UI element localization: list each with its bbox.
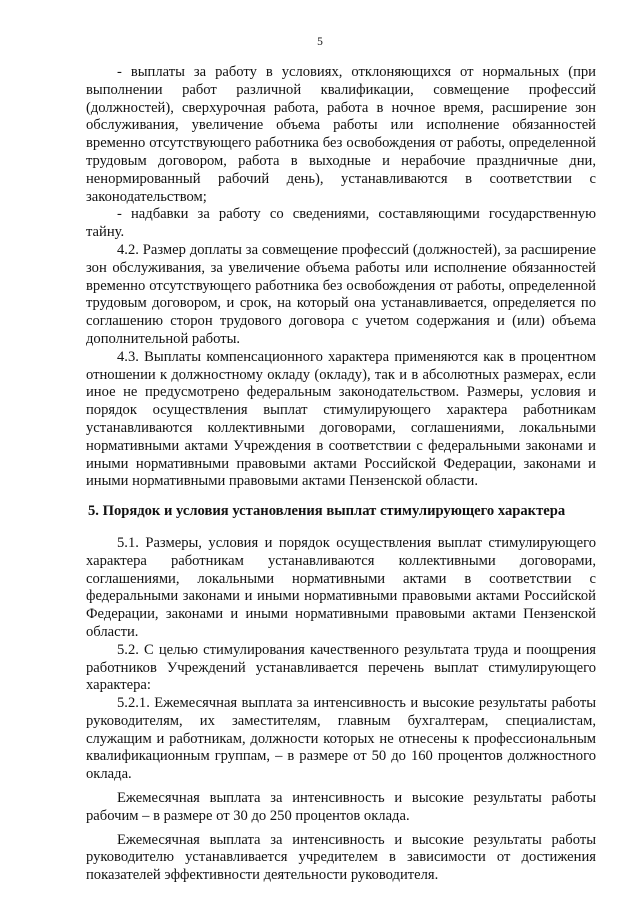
paragraph-state-secret-bonus: - надбавки за работу со сведениями, составляющими государственную тайну. xyxy=(86,206,596,241)
paragraph-4-3: 4.3. Выплаты компенсационного характера применяются как в процентном отношении к должностному окладу (окладу), так и в абсолютных размерах, если иное не предусмотрено федеральным законодательством. Размеры, условия и порядок осуществления выплат стимулирующего характера работникам устанавливаются коллективными договорами, соглашениями, локальными нормативными актами Учреждения в соответствии с федеральными законами и иными нормативными правовыми актами Российской Федерации, законами и иными нормативными правовыми актами Пензенской области. xyxy=(86,348,596,490)
paragraph-workers-payment: Ежемесячная выплата за интенсивность и высокие результаты работы рабочим – в размере от 30 до 250 процентов оклада. xyxy=(86,790,596,824)
paragraph-5-2: 5.2. С целью стимулирования качественного результата труда и поощрения работников Учреждений устанавливается перечень выплат стимулирующего характера: xyxy=(86,641,596,694)
paragraph-5-1: 5.1. Размеры, условия и порядок осуществления выплат стимулирующего характера работникам устанавливаются коллективными договорами, соглашениями, локальными нормативными актами в соответствии с федеральными законами и иными нормативными правовыми актами Российской Федерации, законами и иными нормативными правовыми актами Пензенской области. xyxy=(86,534,596,640)
section-heading: 5. Порядок и условия установления выплат стимулирующего характера xyxy=(88,503,566,520)
paragraph-director-payment: Ежемесячная выплата за интенсивность и высокие результаты работы руководителю устанавливается учредителем в зависимости от достижения показателей эффективности деятельности руководителя. xyxy=(86,831,596,884)
page-number: 5 xyxy=(317,36,323,48)
paragraph-5-2-1: 5.2.1. Ежемесячная выплата за интенсивность и высокие результаты работы руководителям, их заместителям, главным бухгалтерам, специалистам, служащим и работникам, должности которых не отнесены к профессиональным квалификационным группам, – в размере от 50 до 160 процентов должностного оклада. xyxy=(86,695,596,783)
document-body xyxy=(86,64,596,885)
paragraph-4-2: 4.2. Размер доплаты за совмещение профессий (должностей), за расширение зон обслуживания, за увеличение объема работы или исполнение обязанностей временно отсутствующего работника без освобождения от работы, определенной трудовым договором, и срок, на который она устанавливается, определяется по соглашению сторон трудового договора с учетом содержания и (или) объема дополнительной работы. xyxy=(86,241,596,347)
paragraph-compensation-conditions: - выплаты за работу в условиях, отклоняющихся от нормальных (при выполнении работ различной квалификации, совмещение профессий (должностей), сверхурочная работа, работа в ночное время, расширение зон обслуживания, увеличение объема работы или исполнение обязанностей временно отсутствующего работника без освобождения от работы, определенной трудовым договором, работа в выходные и нерабочие праздничные дни, ненормированный рабочий день), устанавливаются в соответствии с законодательством; xyxy=(86,64,596,205)
